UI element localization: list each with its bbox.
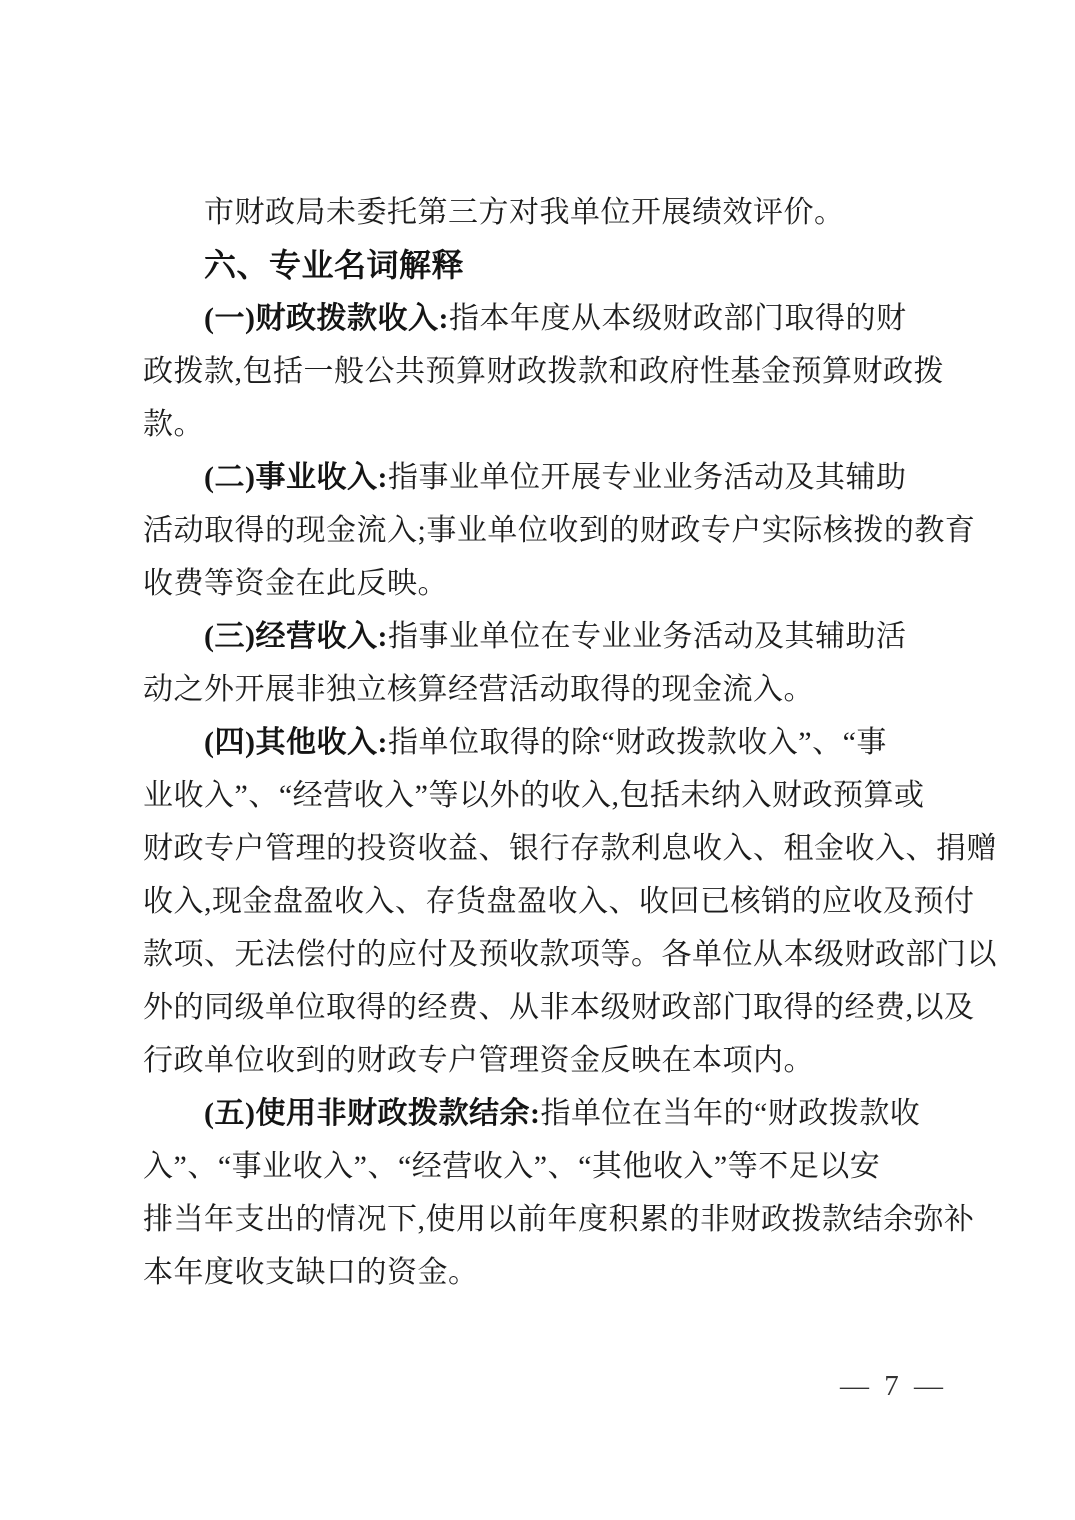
body-text: 指事业单位在专业业务活动及其辅助活 — [387, 620, 907, 653]
text-line — [143, 1034, 949, 1087]
body-text: 外的同级单位取得的经费、从非本级财政部门取得的经费,以及 — [143, 991, 975, 1024]
body-text: 指本年度从本级财政部门取得的财 — [448, 302, 907, 335]
body-text: 入”、“事业收入”、“经营收入”、“其他收入”等不足以安 — [143, 1150, 881, 1183]
text-line — [143, 557, 949, 610]
body-text: 收入,现金盘盈收入、存货盘盈收入、收回已核销的应收及预付 — [143, 885, 975, 918]
body-text: 款项、无法偿付的应付及预收款项等。各单位从本级财政部门以 — [143, 938, 997, 971]
body-text: 活动取得的现金流入;事业单位收到的财政专户实际核拨的教育 — [143, 514, 976, 547]
text-line — [143, 1193, 975, 1246]
term-text: (五)使用非财政拨款结余: — [204, 1097, 541, 1130]
body-text: 行政单位收到的财政专户管理资金反映在本项内。 — [143, 1044, 814, 1077]
text-line — [143, 504, 976, 557]
text-line — [143, 610, 949, 663]
text-line — [143, 663, 949, 716]
term-text: 六、专业名词解释 — [204, 247, 465, 283]
document-body — [143, 186, 997, 1299]
text-line — [143, 822, 997, 875]
text-line — [143, 345, 949, 398]
text-line — [143, 1246, 949, 1299]
text-line — [143, 186, 949, 239]
body-text: 指单位取得的除“财政拨款收入”、“事 — [387, 726, 887, 759]
text-line — [143, 1087, 949, 1140]
body-text: 业收入”、“经营收入”等以外的收入,包括未纳入财政预算或 — [143, 779, 925, 812]
text-line — [143, 1140, 949, 1193]
body-text: 排当年支出的情况下,使用以前年度积累的非财政拨款结余弥补 — [143, 1203, 975, 1236]
body-text: 市财政局未委托第三方对我单位开展绩效评价。 — [204, 196, 845, 229]
term-text: (三)经营收入: — [204, 620, 388, 653]
body-text: 财政专户管理的投资收益、银行存款利息收入、租金收入、捐赠 — [143, 832, 997, 865]
body-text: 政拨款,包括一般公共预算财政拨款和政府性基金预算财政拨 — [143, 355, 944, 388]
page-number: — 7 — — [840, 1370, 947, 1402]
term-text: (四)其他收入: — [204, 726, 388, 759]
text-line — [143, 451, 949, 504]
text-line — [143, 769, 949, 822]
text-line — [143, 716, 949, 769]
text-line — [143, 981, 975, 1034]
body-text: 收费等资金在此反映。 — [143, 567, 448, 600]
body-text: 指事业单位开展专业业务活动及其辅助 — [387, 461, 907, 494]
text-line — [143, 928, 997, 981]
text-line — [143, 292, 949, 345]
text-line — [143, 875, 975, 928]
text-line — [143, 398, 949, 451]
section-heading — [143, 239, 949, 292]
term-text: (一)财政拨款收入: — [204, 302, 449, 335]
body-text: 本年度收支缺口的资金。 — [143, 1256, 479, 1289]
body-text: 动之外开展非独立核算经营活动取得的现金流入。 — [143, 673, 814, 706]
term-text: (二)事业收入: — [204, 461, 388, 494]
body-text: 指单位在当年的“财政拨款收 — [540, 1097, 921, 1130]
body-text: 款。 — [143, 408, 204, 441]
